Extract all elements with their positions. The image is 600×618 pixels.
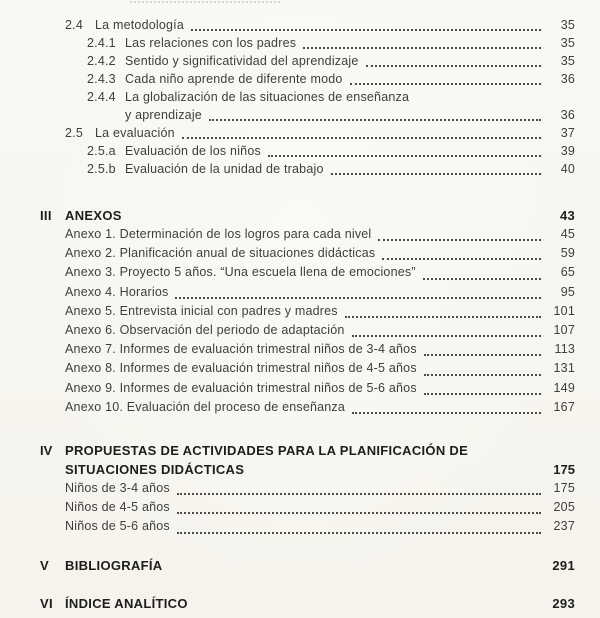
section-title: BIBLIOGRAFÍA xyxy=(65,557,163,573)
toc-entry-page: 35 xyxy=(560,36,575,50)
toc-entry-label: Niños de 5-6 años xyxy=(65,519,170,534)
section-indice xyxy=(40,594,575,613)
section-heading xyxy=(40,556,575,575)
toc-entry xyxy=(65,244,575,263)
toc-entry xyxy=(87,160,575,178)
section-title-line1: PROPUESTAS DE ACTIVIDADES PARA LA PLANIFICACIÓN DE xyxy=(65,443,469,459)
toc-entry-label: Anexo 4. Horarios xyxy=(65,284,169,299)
section-numeral: V xyxy=(40,557,49,573)
toc-entry-label: Anexo 2. Planificación anual de situaciones didácticas xyxy=(65,246,376,261)
dotted-leader xyxy=(177,532,541,534)
toc-entry-label: Anexo 7. Informes de evaluación trimestral niños de 3-4 años xyxy=(65,342,417,357)
toc-entry xyxy=(65,302,575,321)
section-title-line2: SITUACIONES DIDÁCTICAS xyxy=(65,462,245,478)
section-2-block xyxy=(40,16,575,178)
toc-entry-page: 37 xyxy=(560,126,575,140)
toc-entry-label: Anexo 8. Informes de evaluación trimestral niños de 4-5 años xyxy=(65,361,417,376)
toc-entry-page: 39 xyxy=(560,144,575,158)
dotted-leader xyxy=(175,297,541,299)
toc-entry-page: 101 xyxy=(553,303,575,318)
toc-entry-label: Sentido y significatividad del aprendizaje xyxy=(125,54,359,68)
toc-entry xyxy=(65,498,575,517)
toc-entry-page: 45 xyxy=(560,227,575,241)
dotted-leader xyxy=(366,65,541,67)
toc-entry-label: Cada niño aprende de diferente modo xyxy=(125,72,343,86)
toc-entry-number: 2.5.b xyxy=(87,162,116,176)
section-title: ÍNDICE ANALÍTICO xyxy=(65,595,188,611)
dotted-leader xyxy=(331,173,541,175)
toc-entry-page: 35 xyxy=(560,18,575,32)
toc-entry xyxy=(65,283,575,302)
toc-entry xyxy=(87,70,575,88)
toc-entry xyxy=(65,321,575,340)
section-anexos xyxy=(40,206,575,417)
dotted-leader xyxy=(191,29,541,31)
toc-entry xyxy=(65,263,575,282)
toc-entry-page: 65 xyxy=(560,265,575,280)
section-numeral: III xyxy=(40,208,52,223)
toc-entry-label: La globalización de las situaciones de enseñanza xyxy=(125,90,410,104)
section-page: 43 xyxy=(559,208,575,223)
toc-entry-number: 2.4.4 xyxy=(87,90,116,104)
toc-entry xyxy=(65,398,575,417)
toc-entry xyxy=(87,34,575,52)
dotted-leader xyxy=(378,239,541,241)
toc-entry-page: 149 xyxy=(553,380,575,395)
toc-entry-label: Niños de 4-5 años xyxy=(65,500,170,515)
dotted-leader xyxy=(268,155,541,157)
toc-entry-label: Anexo 1. Determinación de los logros para cada nivel xyxy=(65,227,372,241)
dotted-leader xyxy=(352,412,541,414)
section-heading xyxy=(40,441,575,479)
toc-entry-page: 107 xyxy=(553,323,575,338)
dotted-leader xyxy=(382,258,541,260)
section-heading xyxy=(40,206,575,225)
toc-entry-page: 113 xyxy=(554,342,575,357)
toc-entry-label: Anexo 3. Proyecto 5 años. “Una escuela llena de emociones” xyxy=(65,265,416,280)
toc-entry xyxy=(65,225,575,244)
dotted-leader xyxy=(345,316,541,318)
toc-entry-continuation xyxy=(125,106,575,124)
toc-entry-number: 2.4.2 xyxy=(87,54,116,68)
dotted-leader xyxy=(423,278,541,280)
section-title: ANEXOS xyxy=(65,208,122,223)
toc-entry xyxy=(87,88,575,106)
toc-entry-page: 167 xyxy=(553,399,575,414)
toc-entry xyxy=(87,52,575,70)
toc-entry-page: 36 xyxy=(560,108,575,122)
section-page: 293 xyxy=(552,595,575,611)
toc-entry-label: Evaluación de los niños xyxy=(125,144,261,158)
dotted-leader xyxy=(424,354,541,356)
section-propuestas xyxy=(40,441,575,537)
section-numeral: IV xyxy=(40,443,53,459)
dotted-leader xyxy=(350,83,541,85)
toc-entry xyxy=(65,517,575,536)
toc-entry-label: Niños de 3-4 años xyxy=(65,481,170,496)
toc-entry-label: Anexo 9. Informes de evaluación trimestral niños de 5-6 años xyxy=(65,380,417,395)
toc-entry-page: 35 xyxy=(560,54,575,68)
toc-entry-label: y aprendizaje xyxy=(125,108,202,122)
toc-entry-page: 131 xyxy=(553,361,575,376)
dotted-leader xyxy=(177,493,541,495)
toc-entry-number: 2.5 xyxy=(65,126,83,140)
toc-entry-number: 2.4.3 xyxy=(87,72,116,86)
toc-entry-label: La evaluación xyxy=(95,126,175,140)
toc-entry-label: Anexo 10. Evaluación del proceso de enseñanza xyxy=(65,399,346,414)
section-numeral: VI xyxy=(40,595,53,611)
section-heading xyxy=(40,594,575,613)
toc-entry-page: 36 xyxy=(560,72,575,86)
dotted-leader xyxy=(424,393,541,395)
toc-entry-page: 205 xyxy=(553,500,575,515)
dotted-leader xyxy=(209,119,541,121)
toc-entry xyxy=(65,479,575,498)
toc-entry xyxy=(65,359,575,378)
dotted-leader xyxy=(303,47,541,49)
toc-entry-label: La metodología xyxy=(95,18,184,32)
toc-entry-page: 59 xyxy=(560,246,575,261)
dotted-leader xyxy=(182,137,541,139)
toc-entry xyxy=(65,16,575,34)
dotted-leader xyxy=(352,335,541,337)
toc-entry-label: Las relaciones con los padres xyxy=(125,36,297,50)
toc-entry-number: 2.4 xyxy=(65,18,83,32)
toc-entry-label: Anexo 6. Observación del periodo de adaptación xyxy=(65,323,345,338)
section-title xyxy=(65,441,547,479)
section-page: 291 xyxy=(552,557,575,573)
toc-entry-page: 237 xyxy=(553,519,575,534)
toc-entry xyxy=(87,142,575,160)
section-bibliografia xyxy=(40,556,575,575)
toc-entry-label: Anexo 5. Entrevista inicial con padres y madres xyxy=(65,303,338,318)
toc-entry xyxy=(65,124,575,142)
dotted-leader xyxy=(177,512,541,514)
dotted-leader xyxy=(424,374,541,376)
toc-entry-number: 2.5.a xyxy=(87,144,116,158)
toc-entry-page: 40 xyxy=(560,162,575,176)
toc-entry-number: 2.4.1 xyxy=(87,36,116,50)
toc-entry-label: Evaluación de la unidad de trabajo xyxy=(125,162,324,176)
cutoff-dotted-leader xyxy=(130,1,280,3)
toc-entry xyxy=(65,379,575,398)
toc-entry xyxy=(65,340,575,359)
toc-entry-page: 95 xyxy=(560,284,575,299)
toc-entry-page: 175 xyxy=(553,481,575,496)
section-page: 175 xyxy=(553,462,575,478)
